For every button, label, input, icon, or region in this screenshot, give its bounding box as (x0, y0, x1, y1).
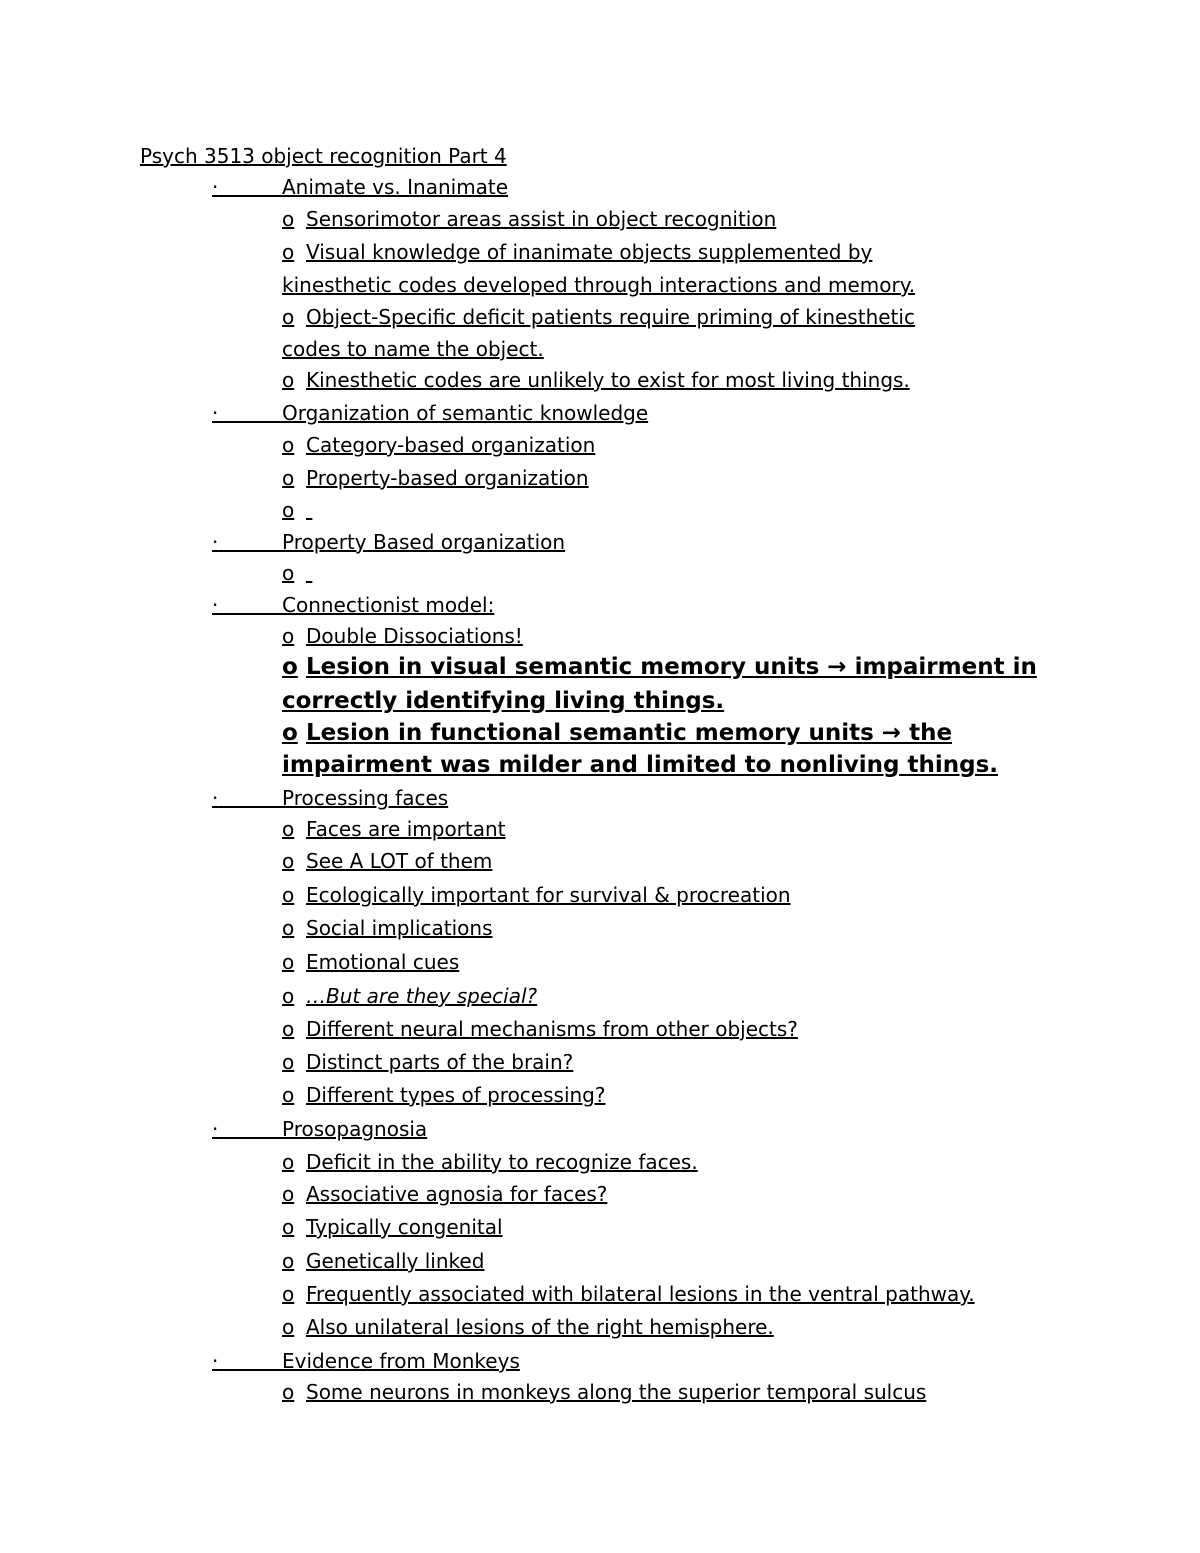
outline-list-item (0, 915, 1200, 947)
outline-item-text: Deficit in the ability to recognize faces. (306, 1150, 698, 1174)
outline-list-item (0, 272, 1200, 304)
bullet-circle-icon: o (282, 561, 295, 585)
outline-item-text: Lesion in functional semantic memory units → the (306, 720, 953, 746)
outline-item-text: Some neurons in monkeys along the superior temporal sulcus (306, 1380, 927, 1404)
outline-item-text (306, 497, 312, 523)
bullet-circle-icon: o (282, 817, 295, 841)
outline-item-text: Object-Specific deficit patients require priming of kinesthetic (306, 305, 915, 329)
outline-list-item (0, 239, 1200, 271)
bullet-circle-icon: o (282, 1050, 295, 1074)
outline-item-text: codes to name the object. (282, 337, 544, 361)
outline-item-text: Frequently associated with bilateral lesions in the ventral pathway. (306, 1282, 975, 1306)
outline-item-text: Evidence from Monkeys (282, 1349, 520, 1373)
outline-item-text: Organization of semantic knowledge (282, 401, 649, 425)
outline-heading-item (0, 1348, 1200, 1380)
bullet-circle-icon: o (282, 433, 295, 457)
outline-item-text: Category-based organization (306, 433, 596, 457)
bullet-circle-icon: o (282, 1215, 295, 1239)
outline-item-text: Sensorimotor areas assist in object recognition (306, 207, 777, 231)
outline-list-item (0, 1314, 1200, 1346)
outline-item-text: Different neural mechanisms from other objects? (306, 1017, 798, 1041)
outline-list-item (0, 752, 1200, 784)
outline-item-text: Emotional cues (306, 950, 460, 974)
bullet-circle-icon: o (282, 1083, 295, 1107)
outline-list-item (0, 720, 1200, 752)
outline-item-text: Animate vs. Inanimate (282, 175, 509, 199)
bullet-circle-icon: o (282, 916, 295, 940)
outline-item-text: Genetically linked (306, 1249, 485, 1273)
outline-item-text: Property-based organization (306, 466, 589, 490)
outline-list-item (0, 497, 1200, 529)
outline-list-item (0, 623, 1200, 655)
bullet-circle-icon: o (282, 240, 295, 264)
outline-item-text: impairment was milder and limited to nonliving things. (282, 752, 999, 778)
outline-heading-item (0, 785, 1200, 817)
bullet-circle-icon: o (282, 1017, 295, 1041)
outline-item-text: correctly identifying living things. (282, 688, 725, 714)
bullet-circle-icon: o (282, 624, 295, 648)
outline-item-text: Distinct parts of the brain? (306, 1050, 574, 1074)
outline-list-item (0, 1016, 1200, 1048)
outline-list-item (0, 688, 1200, 720)
outline-list-item (0, 304, 1200, 336)
bullet-circle-icon: o (282, 984, 295, 1008)
outline-heading-item (0, 529, 1200, 561)
outline-item-text (306, 560, 312, 586)
outline-list-item (0, 654, 1200, 686)
outline-item-text: Faces are important (306, 817, 506, 841)
outline-list-item (0, 206, 1200, 238)
bullet-circle-icon: o (282, 1150, 295, 1174)
bullet-circle-icon: o (282, 1380, 295, 1404)
bullet-circle-icon: o (282, 305, 295, 329)
outline-list-item (0, 1149, 1200, 1181)
outline-item-text: See A LOT of them (306, 849, 493, 873)
outline-list-item (0, 560, 1200, 592)
bullet-circle-icon: o (282, 720, 298, 746)
bullet-circle-icon: o (282, 849, 295, 873)
outline-item-text: Different types of processing? (306, 1083, 606, 1107)
outline-item-text: …But are they special? (306, 984, 538, 1008)
outline-item-text: Associative agnosia for faces? (306, 1182, 608, 1206)
outline-item-text: Ecologically important for survival & procreation (306, 883, 791, 907)
outline-list-item (0, 949, 1200, 981)
bullet-circle-icon: o (282, 207, 295, 231)
bullet-circle-icon: o (282, 1282, 295, 1306)
bullet-dot-icon: · (212, 530, 219, 554)
bullet-circle-icon: o (282, 1249, 295, 1273)
outline-list-item (0, 882, 1200, 914)
bullet-dot-icon: · (212, 786, 219, 810)
outline-list-item (0, 1049, 1200, 1081)
bullet-dot-icon: · (212, 401, 219, 425)
bullet-dot-icon: · (212, 175, 219, 199)
bullet-circle-icon: o (282, 368, 295, 392)
outline-item-text: Connectionist model: (282, 593, 495, 617)
outline-list-item (0, 1214, 1200, 1246)
outline-item-text: Lesion in visual semantic memory units → impairment in (306, 654, 1037, 680)
bullet-circle-icon: o (282, 1315, 295, 1339)
outline-heading-item (0, 1116, 1200, 1148)
bullet-circle-icon: o (282, 883, 295, 907)
outline-item-text: Double Dissociations! (306, 624, 523, 648)
outline-item-text: Also unilateral lesions of the right hemisphere. (306, 1315, 774, 1339)
outline-list-item (0, 367, 1200, 399)
outline-item-text: Property Based organization (282, 530, 566, 554)
outline-item-text: Typically congenital (306, 1215, 503, 1239)
outline-list-item (0, 432, 1200, 464)
bullet-circle-icon: o (282, 950, 295, 974)
bullet-circle-icon: o (282, 1182, 295, 1206)
bullet-dot-icon: · (212, 1117, 219, 1141)
outline-list-item (0, 983, 1200, 1015)
outline-item-text: Prosopagnosia (282, 1117, 428, 1141)
outline-item-text: Kinesthetic codes are unlikely to exist for most living things. (306, 368, 910, 392)
outline-list-item (0, 1082, 1200, 1114)
outline-list-item (0, 1181, 1200, 1213)
outline-heading-item (0, 592, 1200, 624)
outline-list-item (0, 465, 1200, 497)
document-title: Psych 3513 object recognition Part 4 (140, 144, 507, 168)
outline-item-text: Social implications (306, 916, 493, 940)
bullet-circle-icon: o (282, 466, 295, 490)
outline-heading-item (0, 400, 1200, 432)
outline-item-text: Processing faces (282, 786, 449, 810)
outline-heading-item (0, 174, 1200, 206)
outline-list-item (0, 1281, 1200, 1313)
outline-item-text: Visual knowledge of inanimate objects supplemented by (306, 240, 873, 264)
outline-list-item (0, 848, 1200, 880)
outline-list-item (0, 336, 1200, 368)
outline-list-item (0, 1248, 1200, 1280)
bullet-dot-icon: · (212, 1349, 219, 1373)
bullet-circle-icon: o (282, 654, 298, 680)
outline-item-text: kinesthetic codes developed through interactions and memory. (282, 273, 916, 297)
bullet-dot-icon: · (212, 593, 219, 617)
bullet-circle-icon: o (282, 498, 295, 522)
outline-list-item (0, 816, 1200, 848)
outline-list-item (0, 1379, 1200, 1411)
